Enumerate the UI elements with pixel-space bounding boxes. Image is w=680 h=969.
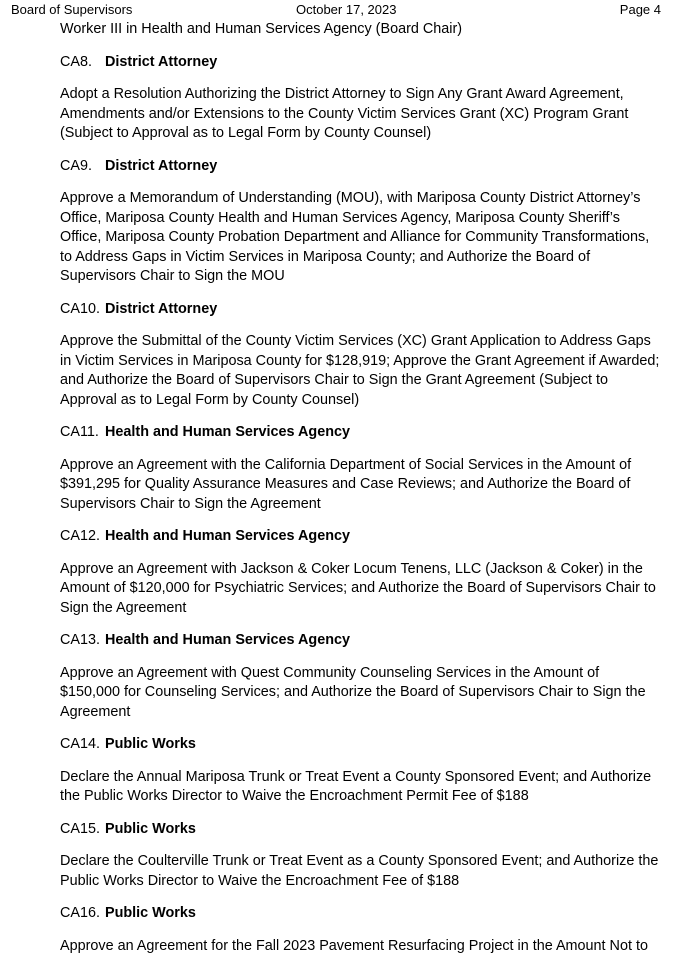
item-heading: [60, 631, 660, 651]
agenda-content: [60, 20, 660, 969]
header-page-number: Page 4: [619, 2, 661, 17]
item-heading: [60, 904, 660, 924]
item-department: District Attorney: [105, 157, 218, 174]
item-description: Adopt a Resolution Authorizing the District Attorney to Sign Any Grant Award Agreement, Amendments and/or Extensions to the County Victim Services Grant (XC) Program Grant (Subject to Approval as to Legal Form by County Counsel): [60, 86, 629, 141]
item-heading: [60, 300, 660, 320]
item-department: Public Works: [105, 736, 196, 752]
agenda-item-ca9: [60, 157, 660, 287]
item-department: District Attorney: [105, 53, 218, 70]
header-date: October 17, 2023: [296, 2, 397, 17]
item-heading: [60, 423, 660, 443]
item-department: District Attorney: [105, 300, 218, 317]
item-description: Approve a Memorandum of Understanding (MOU), with Mariposa County District Attorney’s Office, Mariposa County Health and Human Services Agency, Mariposa County Sheriff’s Office, Mariposa County Probation Department and Alliance for Community Transformations, to Address Gaps in Victim Services in Mariposa County; and Authorize the Board of Supervisors Chair to Sign the MOU: [60, 190, 650, 284]
agenda-item-ca16: [60, 904, 660, 956]
item-number: CA12.: [60, 528, 100, 544]
item-number: CA11.: [60, 424, 99, 440]
item-number: CA14.: [60, 736, 100, 752]
agenda-item-ca15: [60, 820, 660, 892]
item-description: Declare the Annual Mariposa Trunk or Treat Event a County Sponsored Event; and Authorize the Public Works Director to Waive the Encroachment Permit Fee of $188: [60, 768, 652, 804]
item-heading: [60, 735, 660, 755]
agenda-item-ca8: [60, 53, 660, 144]
header-board-name: Board of Supervisors: [11, 2, 133, 17]
item-department: Public Works: [105, 905, 196, 921]
item-number: CA9.: [60, 157, 92, 174]
agenda-item-ca14: [60, 735, 660, 807]
item-department: Health and Human Services Agency: [105, 424, 350, 440]
item-department: Public Works: [105, 820, 196, 837]
continued-text: Worker III in Health and Human Services Agency (Board Chair): [60, 21, 463, 37]
item-number: CA16.: [60, 905, 100, 921]
item-heading: [60, 527, 660, 547]
item-description: Approve an Agreement with Quest Community Counseling Services in the Amount of $150,000 for Counseling Services; and Authorize the Board of Supervisors Chair to Sign the Agreement: [60, 664, 646, 720]
agenda-item-ca11: [60, 423, 660, 514]
item-description: Declare the Coulterville Trunk or Treat Event as a County Sponsored Event; and Authorize the Public Works Director to Waive the Encroachment Fee of $188: [60, 853, 659, 889]
item-description: Approve the Submittal of the County Victim Services (XC) Grant Application to Address Gaps in Victim Services in Mariposa County for $128,919; Approve the Grant Agreement if Awarded; and Authorize the Board of Supervisors Chair to Sign the Grant Agreement (Subject to Approval as to Legal Form by County Counsel): [60, 333, 660, 408]
item-description: Approve an Agreement with Jackson & Coker Locum Tenens, LLC (Jackson & Coker) in the Amount of $120,000 for Psychiatric Services; and Authorize the Board of Supervisors Chair to Sign the Agreement: [60, 560, 656, 616]
item-description: Approve an Agreement with the California Department of Social Services in the Amount of $391,295 for Quality Assurance Measures and Case Reviews; and Authorize the Board of Supervisors Chair to Sign the Agreement: [60, 456, 632, 512]
item-number: CA13.: [60, 632, 100, 648]
item-department: Health and Human Services Agency: [105, 528, 350, 544]
agenda-item-ca10: [60, 300, 660, 411]
item-number: CA10.: [60, 300, 100, 317]
item-number: CA8.: [60, 53, 92, 70]
item-number: CA15.: [60, 820, 100, 837]
page-header: [11, 2, 661, 18]
item-heading: [60, 157, 660, 177]
item-heading: [60, 820, 660, 840]
agenda-item-ca12: [60, 527, 660, 618]
item-description: Approve an Agreement for the Fall 2023 Pavement Resurfacing Project in the Amount Not to: [60, 937, 648, 954]
item-heading: [60, 53, 660, 73]
item-department: Health and Human Services Agency: [105, 632, 350, 648]
agenda-item-ca13: [60, 631, 660, 722]
